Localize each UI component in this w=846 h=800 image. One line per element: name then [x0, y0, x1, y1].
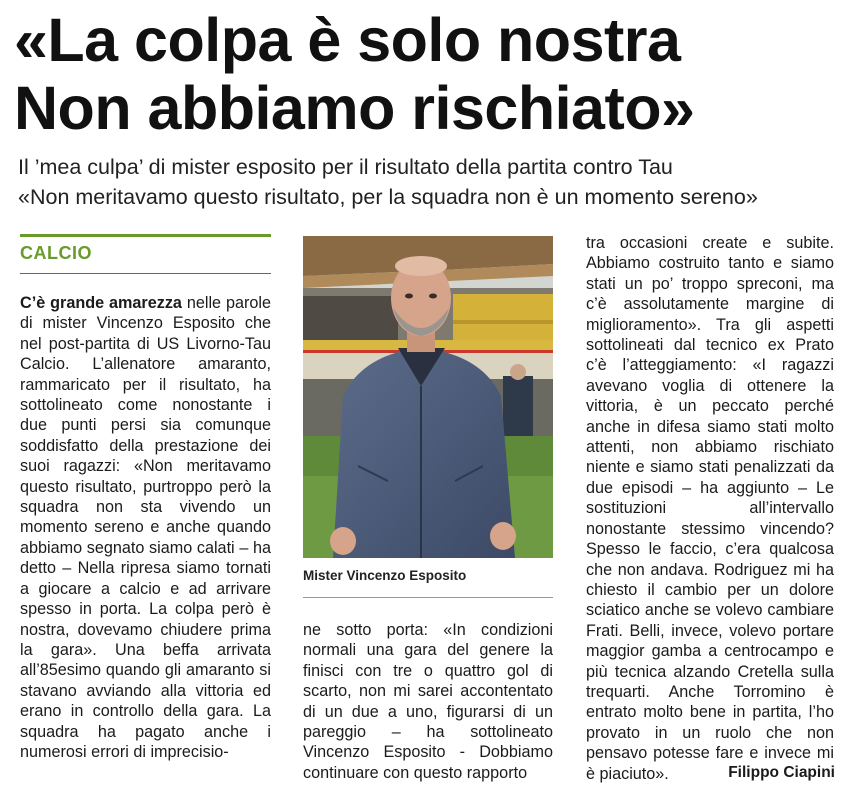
section-rule	[20, 234, 271, 237]
article-photo	[303, 236, 553, 558]
body-column-1-text: nelle parole di mister Vincenzo Esposito che nel post-partita di US Livorno-Tau Calcio. L’allenatore amaranto, rammaricato per il risultato, ha sottolineato come nonostante i due punti persi sia comunque soddisfatto della prestazione dei suoi ragazzi: «Non meritavamo questo risultato, purtroppo però la squadra non sta vivendo un momento sereno e anche quando abbiamo segnato siamo calati – ha detto – Nella ripresa siamo tornati a giocare a calcio e ad arrivare spesso in porta. La colpa però è nostra, dovevamo chiudere prima la gara». Una beffa arrivata all’85esimo quando gli amaranto si stavano avviando alla vittoria ed erano in controllo della gara. La squadra ha pagato anche i numerosi errori di imprecisio-	[20, 294, 271, 761]
photo-caption: Mister Vincenzo Esposito	[303, 568, 467, 583]
deck-line-2: «Non meritavamo questo risultato, per la squadra non è un momento sereno»	[18, 185, 758, 209]
section-divider	[20, 273, 271, 274]
headline-line-2: Non abbiamo rischiato»	[14, 74, 695, 142]
deck-line-1: Il ’mea culpa’ di mister esposito per il risultato della partita contro Tau	[18, 155, 673, 179]
author-byline: Filippo Ciapini	[728, 764, 835, 781]
headline	[14, 6, 844, 142]
body-column-1	[20, 293, 271, 762]
caption-divider	[303, 597, 553, 598]
section-label: CALCIO	[20, 243, 92, 263]
headline-line-1: «La colpa è solo nostra	[14, 6, 681, 74]
body-column-2: ne sotto porta: «In condizioni normali una gara del genere la finisci con tre o quattro gol di scarto, non mi sarei accontentato di un due a uno, figurarsi di un pareggio – ha sottolineato Vincenzo Esposito - Dobbiamo continuare con questo rapporto	[303, 621, 553, 782]
deck	[18, 152, 843, 212]
lead-bold-text: C’è grande amarezza	[20, 294, 182, 312]
body-column-3: tra occasioni create e subite. Abbiamo costruito tanto e siamo stati un po’ troppo spreconi, ma c’è assolutamente margine di miglioramento». Tra gli aspetti sottolineati dal tecnico ex Prato c’è l’atteggiamento: «I ragazzi avevano voglia di ottenere la vittoria, è un peccato perché anche in difesa siamo stati molto attenti, non abbiamo rischiato niente e siamo stati penalizzati da due episodi – ha aggiunto – Le sostituzioni all’intervallo nonostante stessimo vincendo? Spesso le faccio, c’era qualcosa che non andava. Rodriguez mi ha chiesto il cambio per un dolore sciatico anche se volevo cambiare Frati. Belli, invece, volevo portare maggior gamba a centrocampo e più tecnica alzando Cretella sulla trequarti. Anche Torromino è entrato molto bene in partita, l’ho provato in un ruolo che non pensavo potesse fare e invece mi è piaciuto».	[586, 234, 834, 783]
coach-photo-illustration	[303, 236, 553, 558]
